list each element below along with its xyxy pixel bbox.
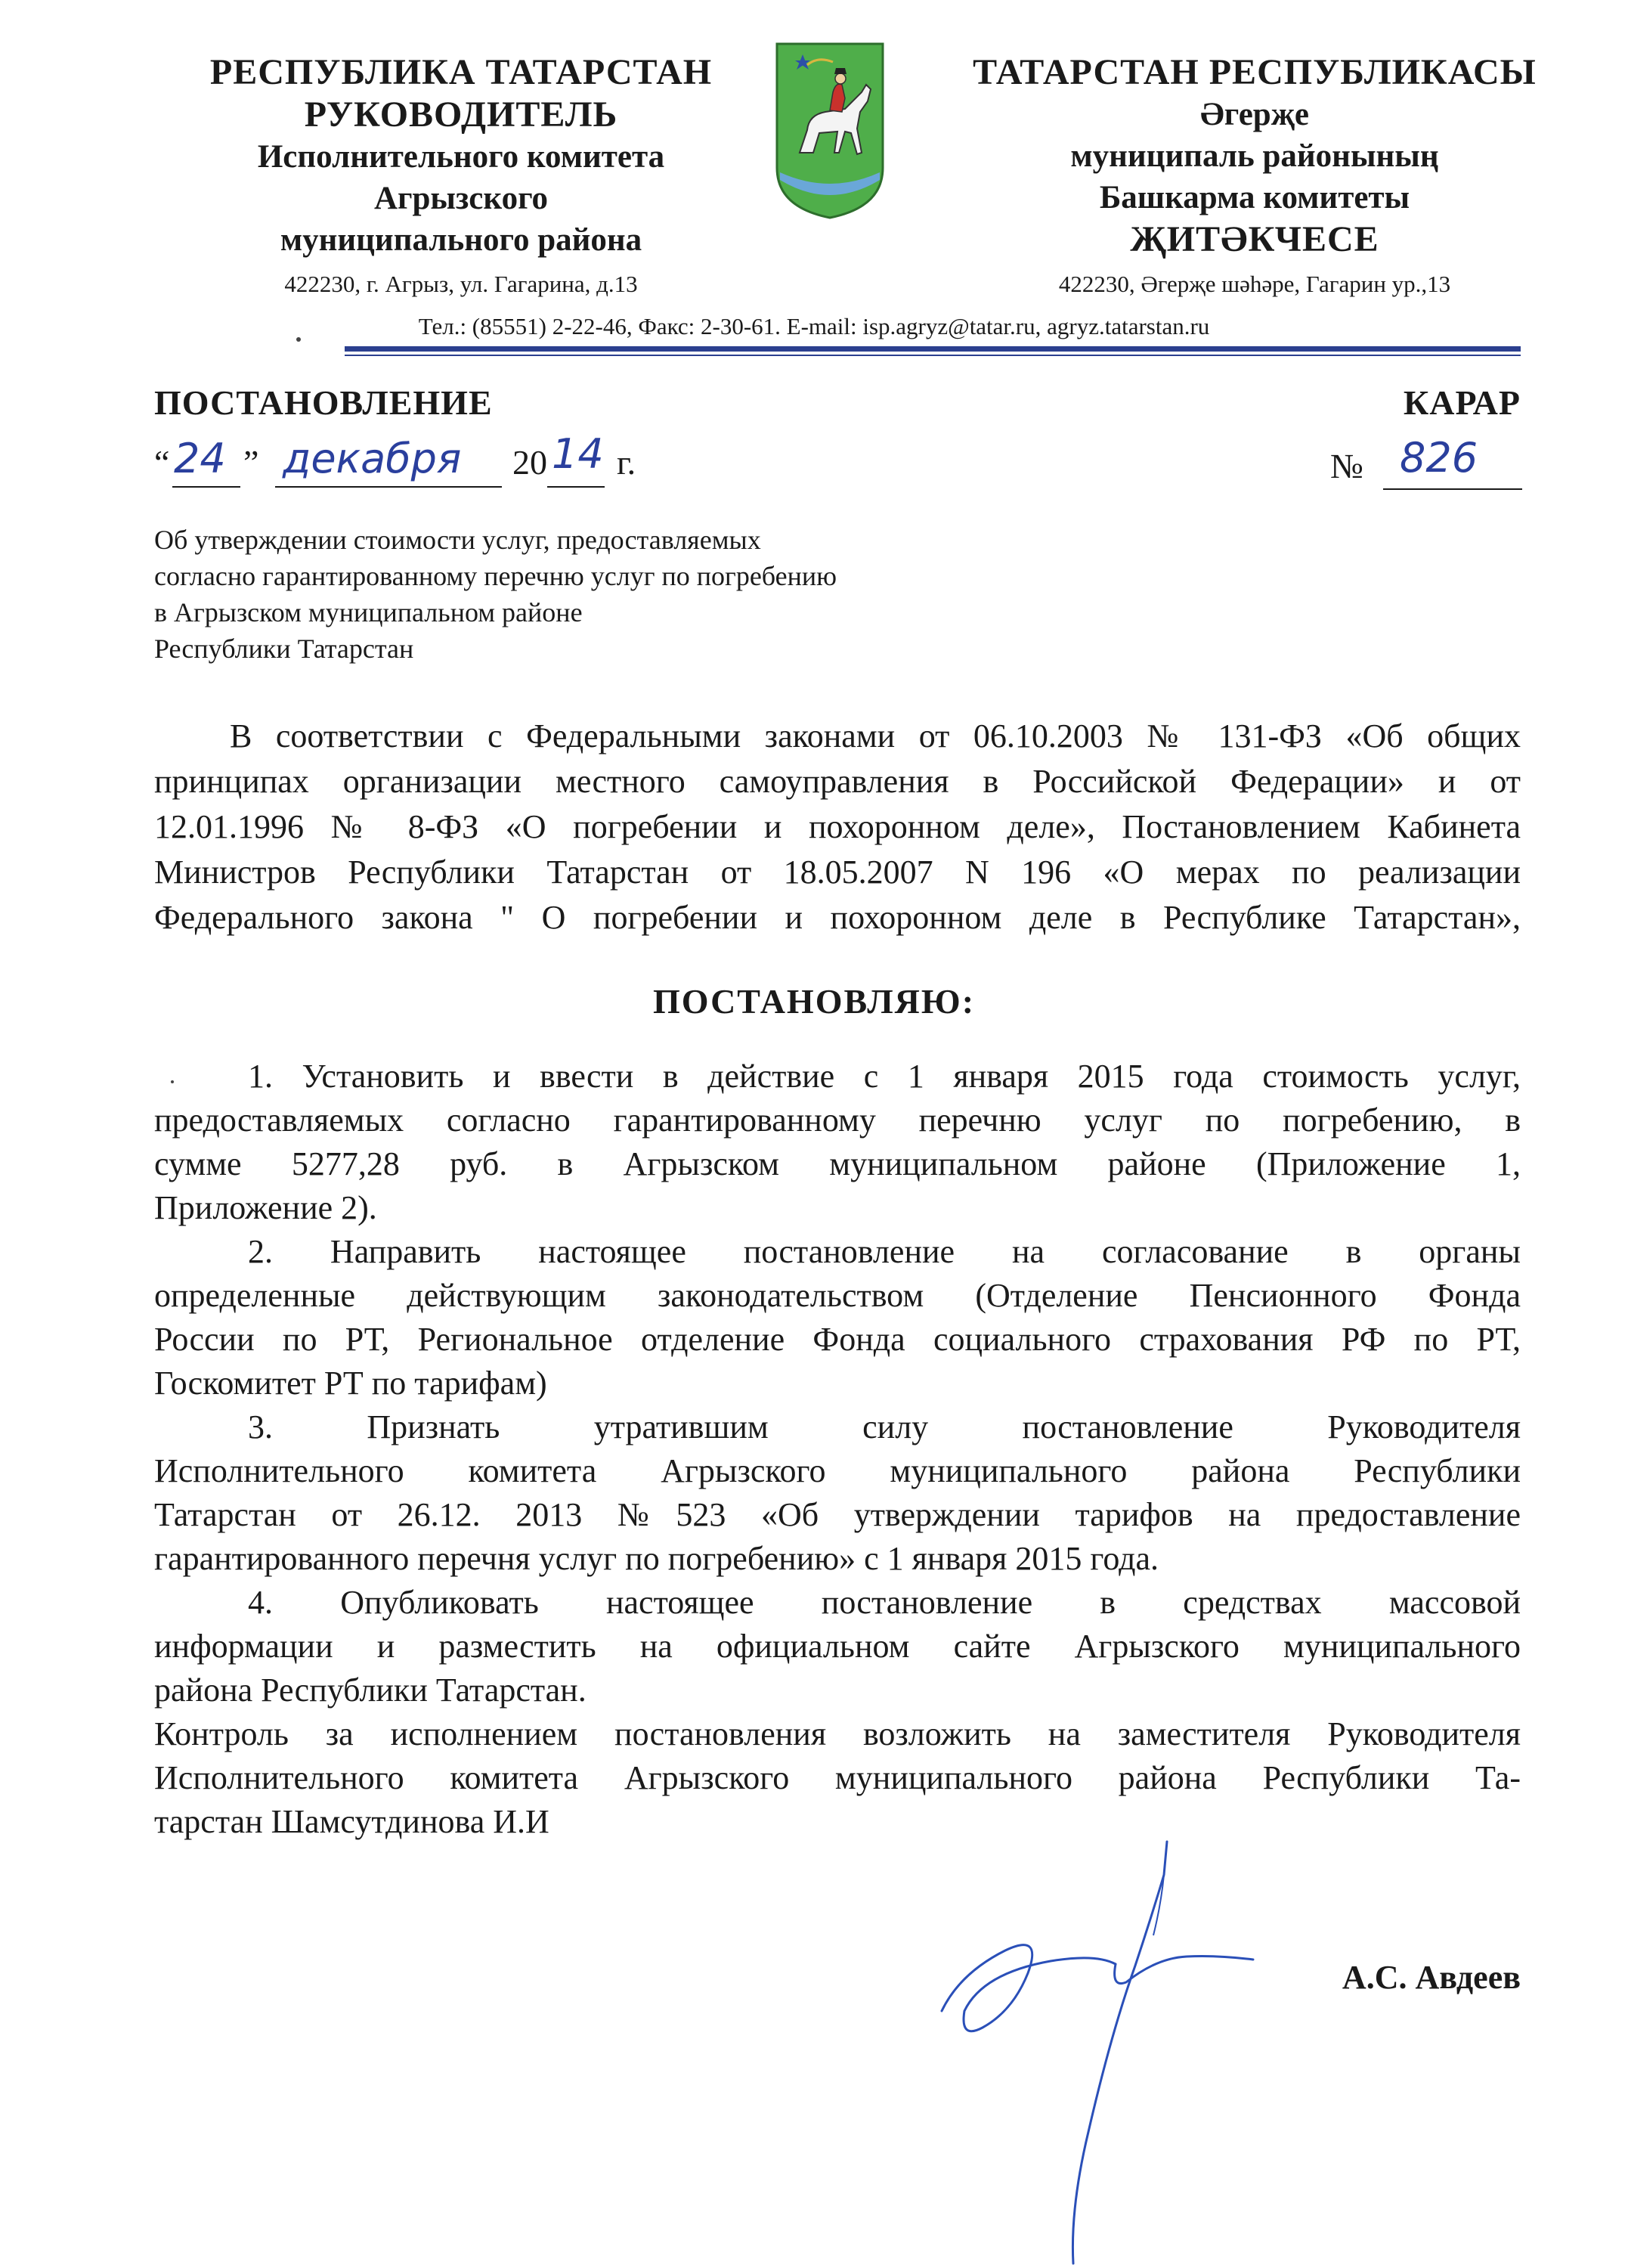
coat-of-arms-icon [772, 39, 887, 221]
document-date [154, 430, 834, 495]
date-month: декабря [283, 435, 462, 482]
header-left-address: 422230, г. Агрыз, ул. Гагарина, д.13 [284, 271, 638, 297]
date-day: 24 [174, 435, 226, 482]
item-line: Исполнительного комитета Агрызского муниципального района Республики [154, 1452, 1521, 1489]
item-line: тарстан Шамсутдинова И.И [154, 1803, 549, 1840]
header-right-head: ҖИТӘКЧЕСЕ [1130, 219, 1379, 259]
header-right-address: 422230, Әгерҗе шәһәре, Гагарин ур.,13 [1058, 271, 1451, 297]
item-line: Исполнительного комитета Агрызского муниципального района Республики Та- [154, 1759, 1521, 1796]
date-year-unit: г. [617, 443, 636, 482]
item-line: Контроль за исполнением постановления возложить на заместителя Руководителя [154, 1715, 1521, 1752]
scan-speck [171, 1080, 174, 1083]
date-year-prefix: 20 [512, 443, 547, 482]
item-line: района Республики Татарстан. [154, 1672, 587, 1709]
header-left-district: муниципального района [280, 222, 642, 258]
item-line: России по РТ, Региональное отделение Фонда социального страхования РФ по РТ, [154, 1321, 1521, 1358]
preamble-line: принципах организации местного самоуправления в Российской Федерации» и от [154, 763, 1521, 800]
document-subject [154, 522, 837, 667]
subject-line: Об утверждении стоимости услуг, предоставляемых [154, 525, 761, 555]
item-line: предоставляемых согласно гарантированному перечню услуг по погребению, в [154, 1101, 1521, 1139]
document-type-ru: ПОСТАНОВЛЕНИЕ [154, 383, 493, 422]
date-year-suffix: 14 [552, 430, 604, 478]
item-line: Приложение 2). [154, 1189, 377, 1226]
item-line: определенные действующим законодательством (Отделение Пенсионного Фонда [154, 1277, 1521, 1314]
preamble-line: В соответствии с Федеральными законами от 06.10.2003 № 131-ФЗ «Об общих [230, 717, 1521, 754]
date-quote-open: “ [154, 443, 170, 482]
date-quote-close: ” [243, 443, 259, 482]
number-underline [1383, 488, 1522, 490]
header-right-republic: ТАТАРСТАН РЕСПУБЛИКАСЫ [973, 52, 1537, 92]
signature-icon [937, 1784, 1255, 2268]
header-right-committee: Башкарма комитеты [1099, 180, 1410, 215]
item-line: 2. Направить настоящее постановление на согласование в органы [248, 1233, 1521, 1270]
item-line: сумме 5277,28 руб. в Агрызском муниципальном районе (Приложение 1, [154, 1145, 1521, 1182]
preamble-line: Министров Республики Татарстан от 18.05.2007 N 196 «О мерах по реализации [154, 854, 1521, 891]
header-divider-thick [345, 346, 1521, 352]
header-left-district-name: Агрызского [373, 181, 549, 216]
date-year-underline [547, 486, 605, 488]
header-left-committee: Исполнительного комитета [257, 139, 665, 175]
header-right-district: муниципаль районының [1070, 138, 1439, 174]
subject-line: согласно гарантированному перечню услуг по погребению [154, 561, 837, 591]
preamble-line: 12.01.1996 № 8-ФЗ «О погребении и похоронном деле», Постановлением Кабинета [154, 808, 1521, 845]
date-month-underline [275, 486, 502, 488]
header-divider-thin [345, 355, 1521, 356]
item-line: информации и разместить на официальном сайте Агрызского муниципального [154, 1628, 1521, 1665]
header-left-head: РУКОВОДИТЕЛЬ [304, 94, 618, 135]
preamble-line: Федерального закона " О погребении и похоронном деле в Республике Татарстан», [154, 899, 1521, 936]
header-left-block [151, 51, 771, 261]
subject-line: в Агрызском муниципальном районе [154, 597, 583, 627]
document-number [1330, 434, 1527, 499]
item-line: гарантированного перечня услуг по погребению» с 1 января 2015 года. [154, 1540, 1159, 1577]
item-line: Татарстан от 26.12. 2013 №523 «Об утверждении тарифов на предоставление [154, 1496, 1521, 1533]
number-value: 826 [1400, 434, 1478, 482]
date-day-underline [172, 486, 240, 488]
header-left-republic: РЕСПУБЛИКА ТАТАРСТАН [209, 52, 713, 92]
header-right-block [937, 51, 1572, 261]
item-line: 3. Признать утратившим силу постановление Руководителя [248, 1408, 1521, 1445]
number-label: № [1330, 447, 1363, 485]
signatory-name: А.С. Авдеев [1342, 1959, 1521, 1996]
subject-line: Республики Татарстан [154, 634, 414, 664]
header-right-district-name: Әгерҗе [1200, 97, 1309, 132]
document-type-tt: КАРАР [1403, 383, 1521, 422]
item-line: 1. Установить и ввести в действие с 1 января 2015 года стоимость услуг, [248, 1058, 1521, 1095]
decree-heading: ПОСТАНОВЛЯЮ: [652, 982, 976, 1021]
item-line: 4. Опубликовать настоящее постановление в средствах массовой [248, 1584, 1521, 1621]
item-line: Госкомитет РТ по тарифам) [154, 1365, 547, 1402]
header-contacts: Тел.: (85551) 2-22-46, Факс: 2-30-61. E-mail: isp.agryz@tatar.ru, agryz.tatarstan.ru [418, 313, 1210, 339]
